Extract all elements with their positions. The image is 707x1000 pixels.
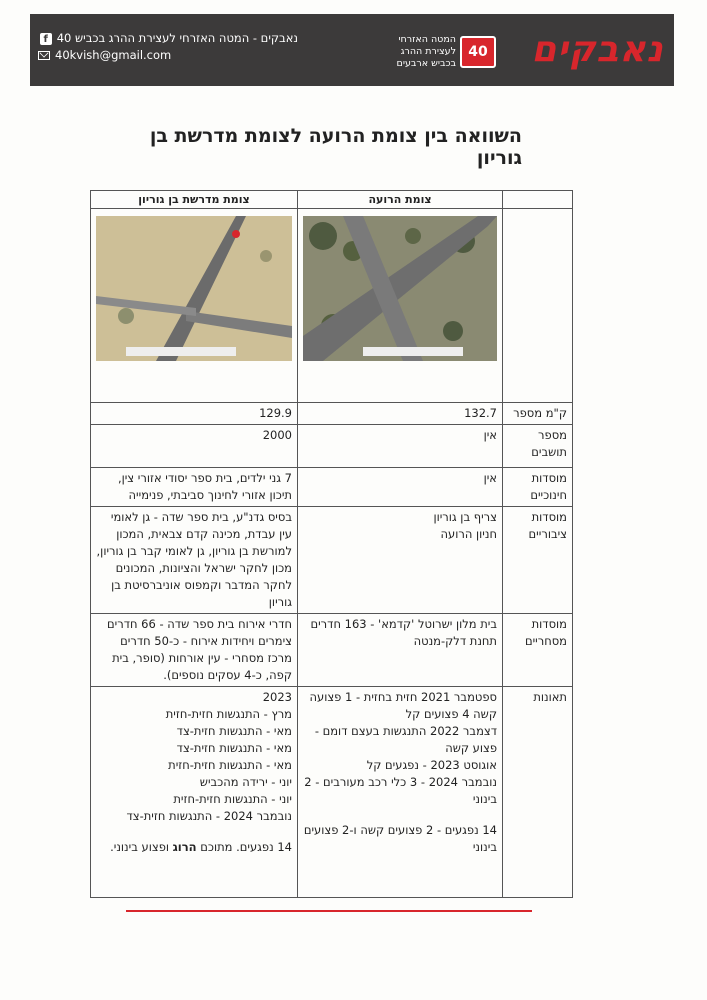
haroeh-summary: 14 נפגעים - 2 פצועים קשה ו-2 פצועים בינוני <box>303 823 497 854</box>
row-label: מוסדות מסחריים <box>503 614 573 687</box>
facebook-icon: f <box>40 33 52 45</box>
haroeh-value <box>298 687 503 898</box>
logo-number-badge: 40 <box>460 36 496 68</box>
row-label: מספר תושבים <box>503 425 573 468</box>
header-cell-midreshet: צומת מדרשת בן גוריון <box>91 191 298 209</box>
contact-info <box>38 30 298 64</box>
row-label: מוסדות ציבוריים <box>503 507 573 614</box>
tagline-line: בכביש ארבעים <box>396 58 456 69</box>
haroeh-line: חניון הרועה <box>440 527 497 541</box>
table-row <box>91 403 573 425</box>
midreshet-line: צימרים ויחידות אירוח - כ-50 חדרים <box>120 634 292 648</box>
table-row <box>91 468 573 507</box>
haroeh-line: צריף בן גוריון <box>433 510 497 524</box>
midreshet-value: 129.9 <box>91 403 298 425</box>
row-label: ק"מ מספר <box>503 403 573 425</box>
haroeh-line: דצמבר 2022 התנגשות בעצם דומם - פצוע קשה <box>314 724 497 755</box>
midreshet-line: 2023 <box>262 690 292 704</box>
midreshet-line: מאי - התנגשות חזית-צד <box>176 741 292 755</box>
haroeh-value <box>298 507 503 614</box>
row-label: מוסדות חינוכיים <box>503 468 573 507</box>
midreshet-aerial-photo <box>96 216 292 376</box>
header-cell-haroeh: צומת הרועה <box>298 191 503 209</box>
midreshet-value <box>91 687 298 898</box>
midreshet-line: מאי - התנגשות חזית-צד <box>176 724 292 738</box>
contact-email-text: 40kvish@gmail.com <box>55 48 172 62</box>
midreshet-line: מרכז מסחרי - עין אורחות (סופר, בית קפה, כ-4 עסקים נוספים). <box>112 651 292 682</box>
midreshet-summary <box>96 839 292 856</box>
summary-post: ופצוע בינוני. <box>110 840 173 854</box>
midreshet-value <box>91 614 298 687</box>
table-row <box>91 507 573 614</box>
summary-pre: 14 נפגעים. מתוכם <box>196 840 292 854</box>
summary-bold: הרוג <box>172 840 197 854</box>
footer-divider <box>126 910 532 912</box>
header-banner <box>30 14 674 86</box>
midreshet-map-image <box>96 216 292 361</box>
contact-facebook-text: נאבקים - המטה האזרחי לעצירת ההרג בכביש 40 <box>56 31 298 45</box>
midreshet-photo-cell <box>91 209 298 403</box>
haroeh-aerial-photo <box>303 216 497 376</box>
header-cell-empty <box>503 191 573 209</box>
email-row[interactable] <box>38 47 298 64</box>
tagline-line: המטה האזרחי <box>398 34 456 45</box>
haroeh-line: תחנת דלק-מנטה <box>413 634 497 648</box>
midreshet-line: מרץ - התנגשות חזית-חזית <box>165 707 292 721</box>
midreshet-line: יוני - התנגשות חזית-חזית <box>173 792 292 806</box>
facebook-row[interactable] <box>38 30 298 47</box>
haroeh-value: אין <box>298 468 503 507</box>
photo-row <box>91 209 573 403</box>
row-label: תאונות <box>503 687 573 898</box>
logo-wordmark: נאבקים <box>531 29 664 70</box>
midreshet-value: 2000 <box>91 425 298 468</box>
haroeh-line: ספטמבר 2021 חזית בחזית - 1 פצועה קשה 4 פצועים קל <box>309 690 497 721</box>
midreshet-line: יוני - ירידה מהכביש <box>199 775 292 789</box>
haroeh-photo-cell <box>298 209 503 403</box>
haroeh-line: בית מלון ישרוטל 'קדמא' - 163 חדרים <box>310 617 497 631</box>
midreshet-line: חדרי אירוח בית ספר שדה - 66 חדרים <box>107 617 292 631</box>
table-header-row <box>91 191 573 209</box>
haroeh-map-image <box>303 216 497 361</box>
table-row <box>91 614 573 687</box>
table-row <box>91 425 573 468</box>
logo-tagline <box>368 34 456 70</box>
table-row <box>91 687 573 898</box>
tagline-line: לעצירת ההרג <box>400 46 456 57</box>
haroeh-line: נובמבר 2024 - 3 כלי רכב מעורבים - 2 בינוני <box>304 775 497 806</box>
haroeh-line: אוגוסט 2023 - נפגעים קל <box>366 758 497 772</box>
midreshet-line: מאי - התנגשות חזית-חזית <box>168 758 292 772</box>
page-title: השוואה בין צומת הרועה לצומת מדרשת בן גוריון <box>149 125 522 169</box>
haroeh-value <box>298 614 503 687</box>
midreshet-value: 7 גני ילדים, בית ספר יסודי אזורי צין, תיכון אזורי לחינוך סביבתי, פנימייה <box>91 468 298 507</box>
haroeh-value: אין <box>298 425 503 468</box>
comparison-table <box>90 190 573 898</box>
haroeh-value: 132.7 <box>298 403 503 425</box>
midreshet-value: בסיס גדנ"ע, בית ספר שדה - גן לאומי עין עבדת, מכינה קדם צבאית, המכון למורשת בן גוריון, גן לאומי קבר בן גוריון, מכון לחקר ישראל והציונות, המכונים לחקר המדבר וקמפוס אוניברסיטת בן גוריון <box>91 507 298 614</box>
mail-icon <box>38 51 50 60</box>
photo-label-cell <box>503 209 573 403</box>
midreshet-line: נובמבר 2024 - התנגשות חזית-צד <box>126 809 292 823</box>
